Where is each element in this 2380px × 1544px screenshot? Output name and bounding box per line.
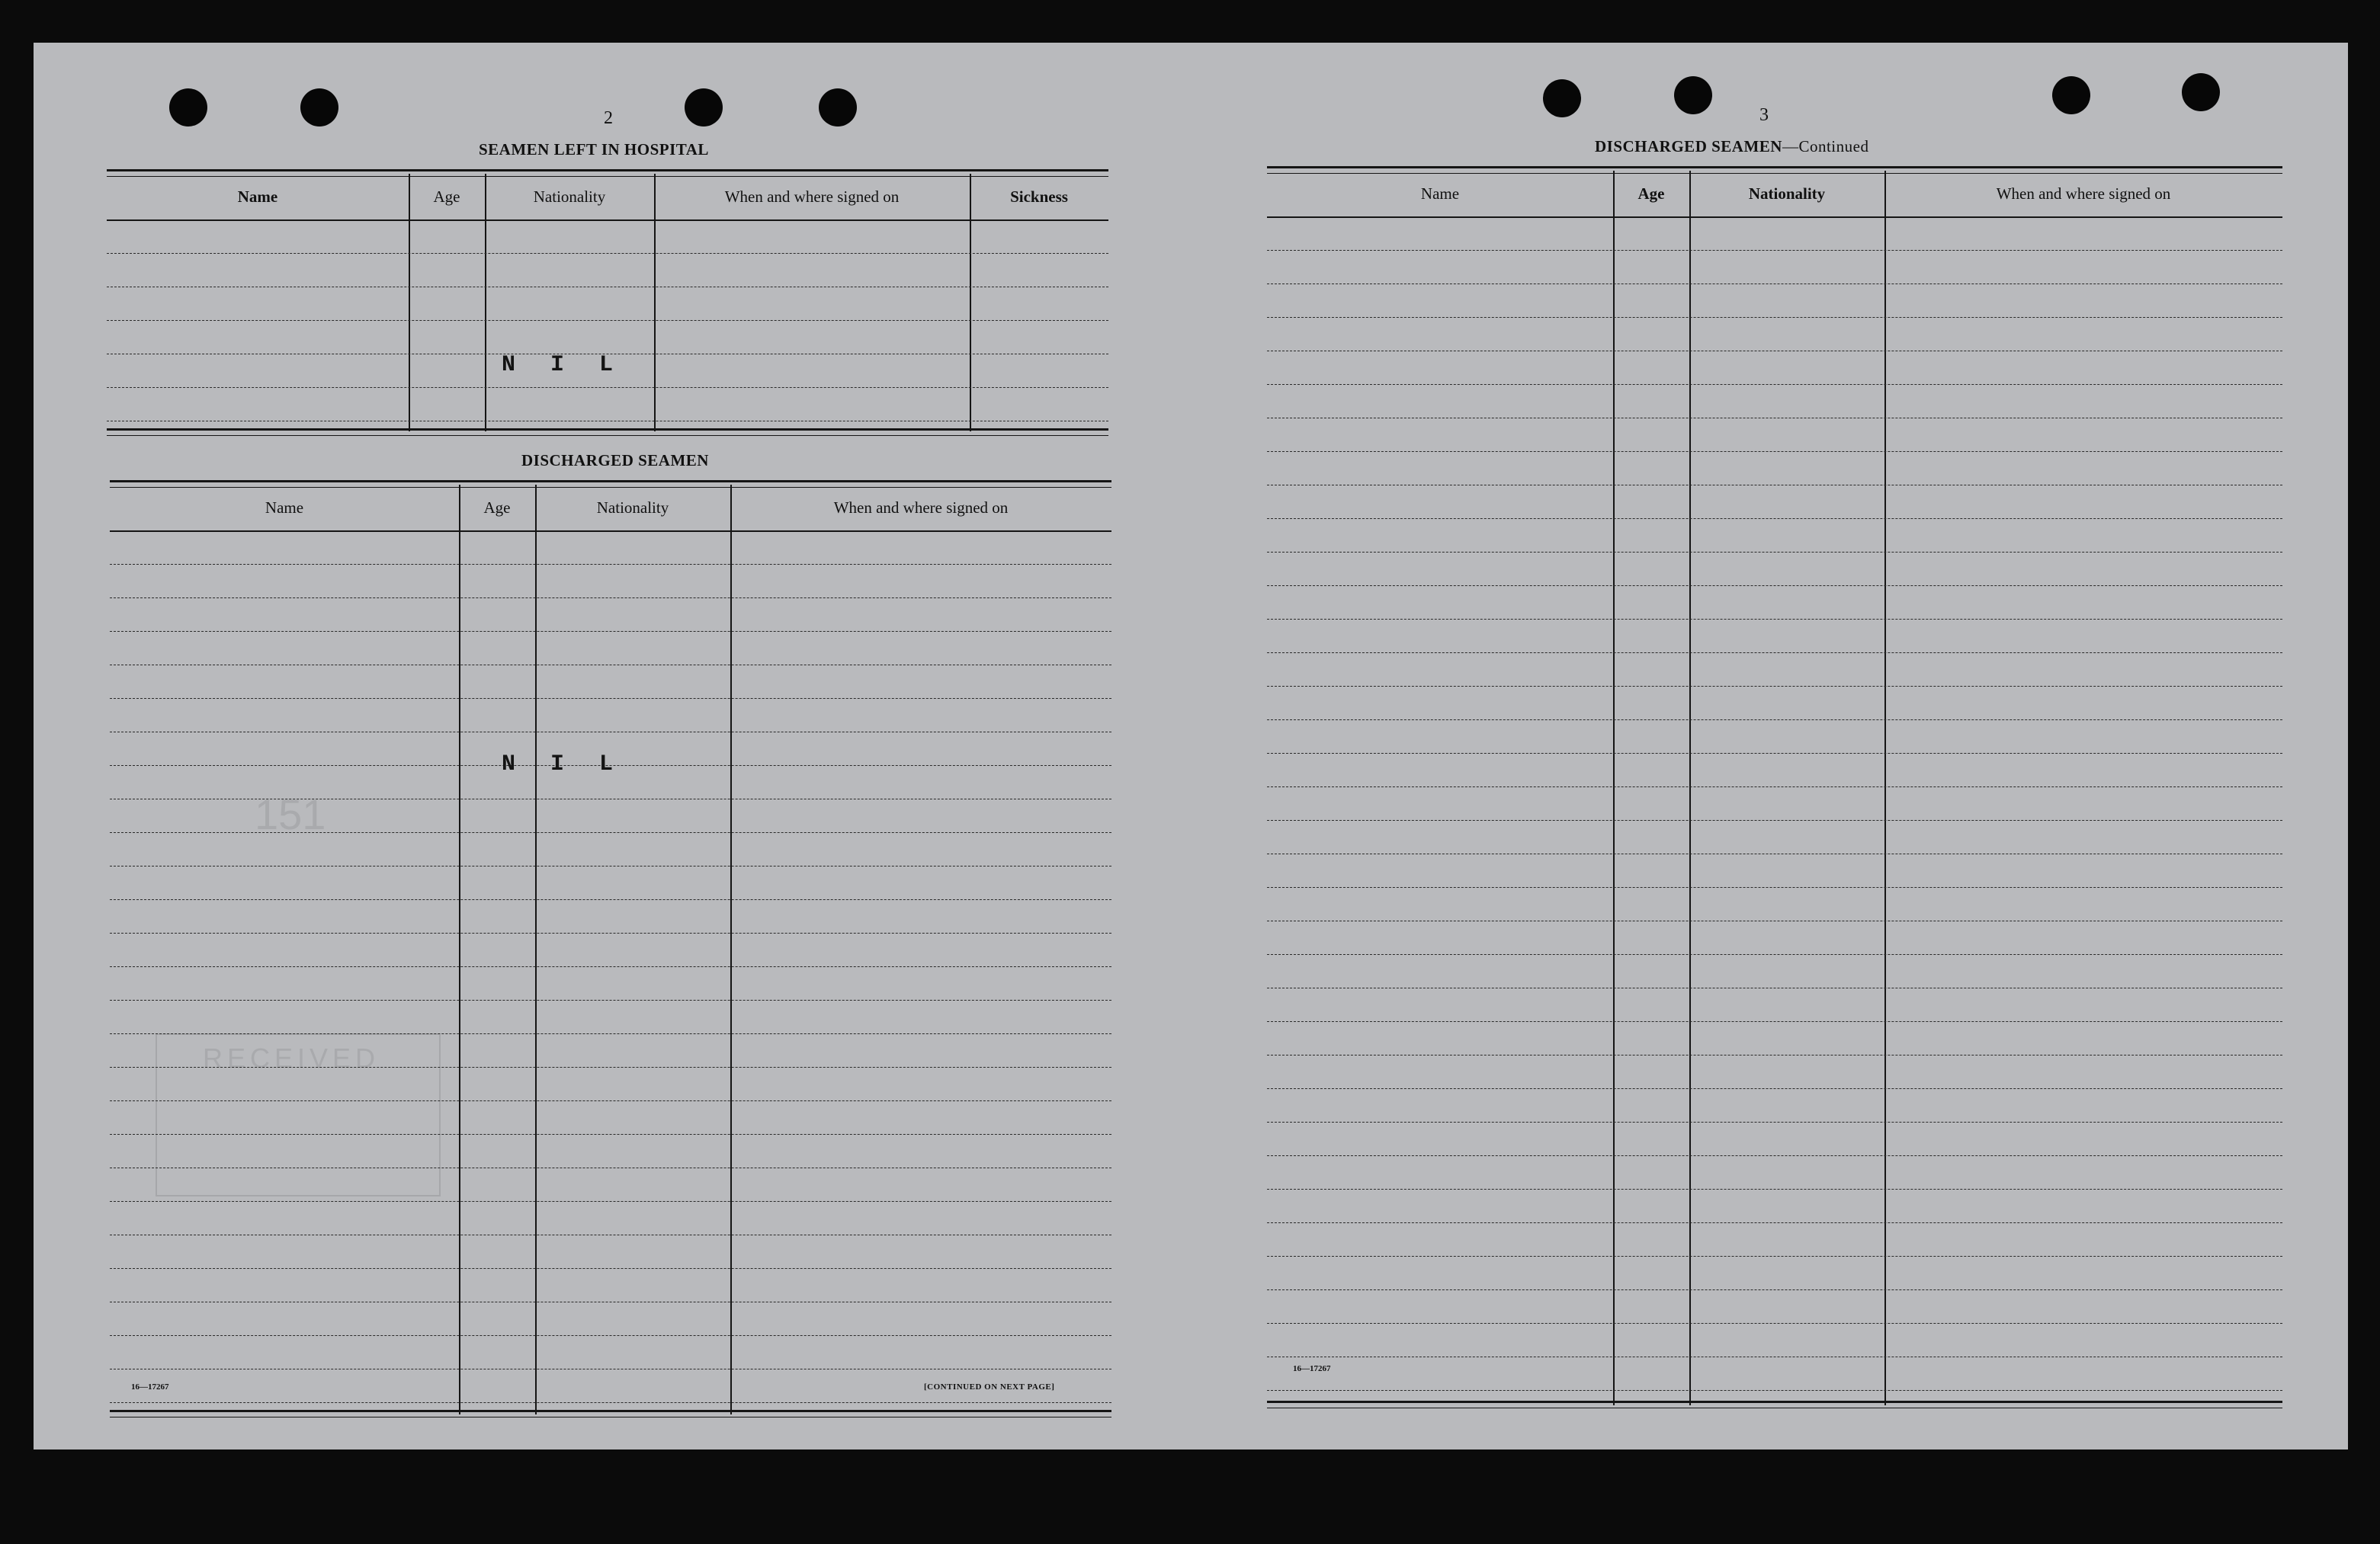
table-row <box>107 253 1108 287</box>
table-row <box>110 1100 1111 1135</box>
table-row <box>110 1201 1111 1235</box>
table-row <box>110 1302 1111 1336</box>
table-row <box>110 1268 1111 1302</box>
discharged-section-title: DISCHARGED SEAMEN <box>521 451 709 469</box>
table-bottom-rule <box>1267 1401 2282 1408</box>
table-row <box>1267 384 2282 418</box>
table-row <box>1267 820 2282 854</box>
table-row <box>1267 552 2282 586</box>
form-number-left: 16—17267 <box>131 1382 169 1392</box>
table-row <box>110 631 1111 665</box>
page-number-right: 3 <box>1759 105 1769 125</box>
page-number-left: 2 <box>604 108 613 128</box>
form-number-right: 16—17267 <box>1293 1364 1331 1373</box>
column-header-signed-on: When and where signed on <box>833 498 1009 517</box>
table-row <box>1267 854 2282 888</box>
column-header-signed-on: When and where signed on <box>724 187 900 206</box>
table-row <box>110 933 1111 967</box>
table-row <box>1267 954 2282 988</box>
column-header-age: Age <box>433 187 460 206</box>
table-row <box>110 530 1111 565</box>
table-row <box>110 866 1111 900</box>
column-header-name: Name <box>265 498 304 517</box>
table-row <box>107 219 1108 254</box>
binder-hole <box>1674 76 1712 114</box>
hospital-section-title: SEAMEN LEFT IN HOSPITAL <box>479 140 709 159</box>
table-header <box>107 174 1108 221</box>
binder-hole <box>300 88 338 127</box>
discharged-table-left <box>110 480 1111 1421</box>
table-row <box>1267 250 2282 284</box>
nil-entry: N I L <box>502 751 624 777</box>
table-row <box>107 387 1108 421</box>
table-row <box>1267 518 2282 553</box>
table-row <box>1267 317 2282 351</box>
table-row <box>1267 1357 2282 1391</box>
table-bottom-rule <box>110 1410 1111 1417</box>
table-row <box>110 564 1111 598</box>
faint-stamp-number: 151 <box>255 790 326 838</box>
binder-hole <box>2052 76 2090 114</box>
table-row <box>1267 283 2282 318</box>
table-row <box>1267 1189 2282 1223</box>
table-header <box>110 485 1111 532</box>
column-header-nationality: Nationality <box>596 498 669 517</box>
table-row <box>110 832 1111 866</box>
column-header-nationality: Nationality <box>533 187 606 206</box>
column-header-signed-on: When and where signed on <box>1996 184 2171 203</box>
table-row <box>110 1033 1111 1068</box>
table-row <box>1267 719 2282 754</box>
continued-on-next-page: [CONTINUED ON NEXT PAGE] <box>924 1382 1055 1392</box>
faint-stamp-word: RECEIVED <box>203 1043 380 1074</box>
column-header-sickness: Sickness <box>1010 187 1068 206</box>
binder-hole <box>1543 79 1581 117</box>
table-header <box>1267 171 2282 218</box>
table-row <box>110 966 1111 1001</box>
table-row <box>1267 619 2282 653</box>
table-row <box>1267 753 2282 787</box>
title-continued: —Continued <box>1782 137 1869 155</box>
title-main: DISCHARGED SEAMEN <box>1595 137 1782 155</box>
table-row <box>1267 485 2282 519</box>
table-row <box>1267 1021 2282 1055</box>
table-row <box>1267 1055 2282 1089</box>
table-row <box>110 698 1111 732</box>
table-row <box>110 799 1111 833</box>
discharged-continued-title <box>1595 137 1868 156</box>
table-row <box>1267 418 2282 452</box>
binder-hole <box>819 88 857 127</box>
table-row <box>110 597 1111 632</box>
table-row <box>1267 988 2282 1022</box>
table-row <box>110 1335 1111 1369</box>
column-header-name: Name <box>237 187 278 206</box>
discharged-table-right <box>1267 166 2282 1411</box>
column-header-age: Age <box>483 498 511 517</box>
table-row <box>1267 1122 2282 1156</box>
table-bottom-rule <box>107 428 1108 436</box>
table-row <box>110 1168 1111 1202</box>
document-sheet <box>34 43 2348 1450</box>
table-row <box>1267 887 2282 921</box>
table-row <box>1267 786 2282 821</box>
column-header-name: Name <box>1420 184 1460 203</box>
binder-hole <box>169 88 207 127</box>
table-row <box>1267 451 2282 485</box>
table-row <box>1267 585 2282 620</box>
column-header-nationality: Nationality <box>1748 184 1826 203</box>
table-row <box>1267 1155 2282 1190</box>
table-row <box>110 1235 1111 1269</box>
nil-entry: N I L <box>502 352 624 378</box>
table-row <box>1267 652 2282 687</box>
table-row <box>110 1000 1111 1034</box>
binder-hole <box>2182 73 2220 111</box>
table-row <box>1267 1256 2282 1290</box>
table-row <box>110 1067 1111 1101</box>
table-row <box>110 1134 1111 1168</box>
table-row <box>1267 921 2282 955</box>
table-row <box>1267 1088 2282 1123</box>
table-row <box>1267 351 2282 385</box>
table-row <box>1267 216 2282 251</box>
hospital-table <box>107 169 1108 434</box>
table-row <box>110 899 1111 934</box>
table-row <box>110 665 1111 699</box>
table-row <box>1267 1289 2282 1324</box>
column-header-age: Age <box>1637 184 1665 203</box>
table-row <box>1267 1222 2282 1257</box>
table-row <box>107 287 1108 321</box>
table-row <box>1267 1323 2282 1357</box>
binder-hole <box>685 88 723 127</box>
table-row <box>107 320 1108 354</box>
table-row <box>1267 686 2282 720</box>
